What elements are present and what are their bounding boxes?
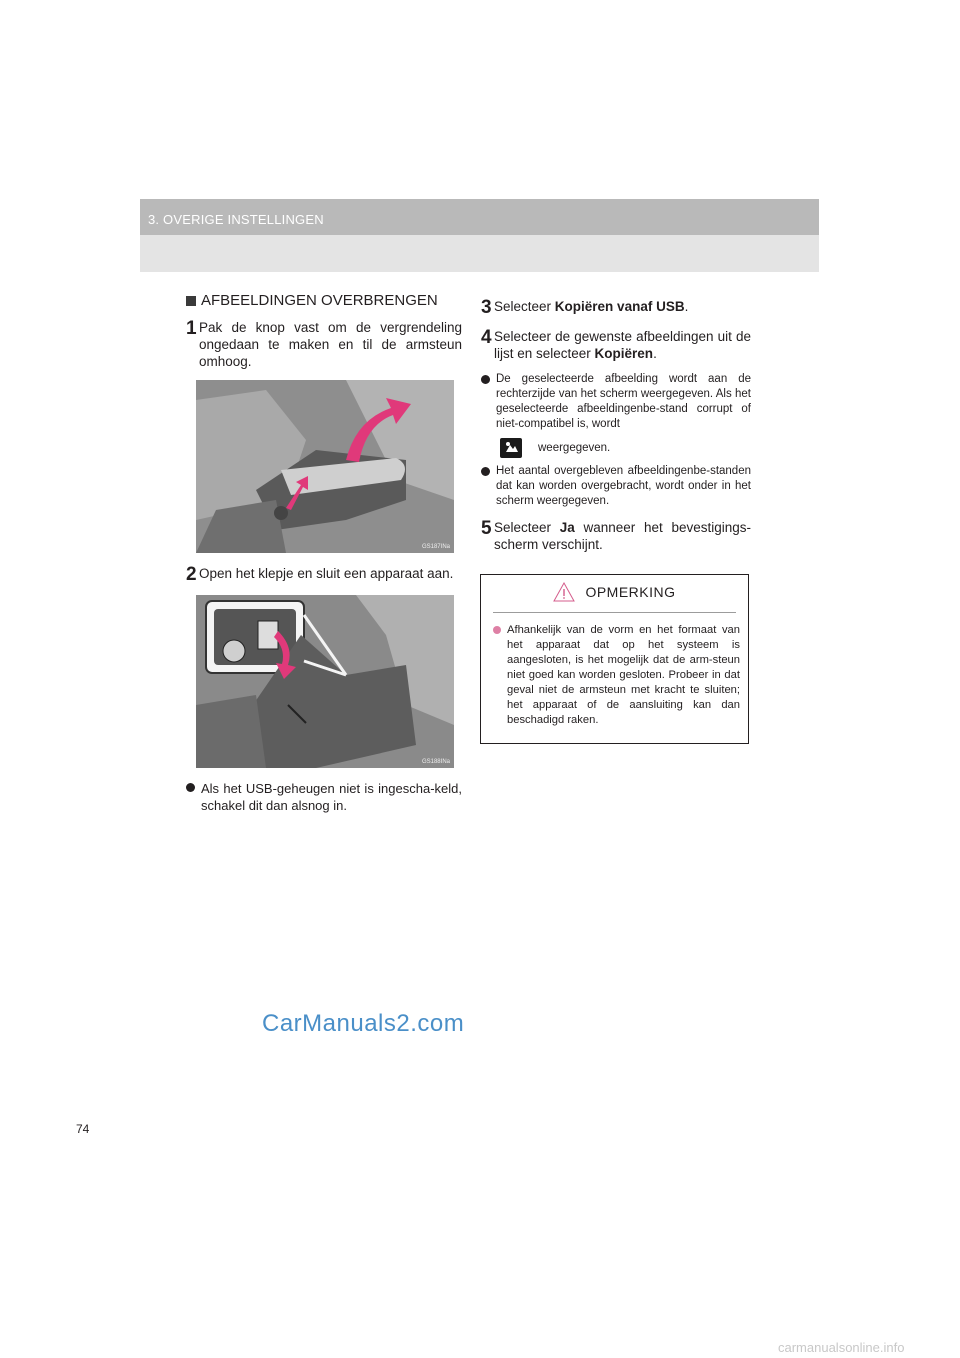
bullet-dot-icon — [481, 467, 490, 476]
section-heading-text: AFBEELDINGEN OVERBRENGEN — [201, 292, 438, 309]
figure-code: GS187INa — [421, 544, 450, 550]
usb-port-illustration — [196, 595, 454, 768]
figure-usb-port — [196, 595, 454, 768]
step-text: Selecteer de gewenste afbeeldingen uit de lijst en selecteer Kopiëren. — [494, 329, 751, 361]
bullet-selected-image — [481, 372, 751, 458]
step-5 — [481, 519, 751, 553]
step-number: 3 — [481, 297, 492, 318]
figure-code: GS188INa — [421, 759, 450, 765]
note-header — [481, 582, 748, 602]
note-divider — [493, 612, 736, 613]
step-2 — [186, 565, 462, 585]
section-heading — [186, 292, 462, 309]
step-5-button-label: Ja — [559, 520, 575, 535]
bullet-remaining-count — [481, 464, 751, 509]
note-title: OPMERKING — [585, 584, 676, 600]
header-band — [140, 199, 819, 272]
step-number: 1 — [186, 318, 197, 339]
figure-armrest — [196, 380, 454, 553]
watermark-footer: carmanualsonline.info — [778, 1340, 905, 1355]
page-number: 74 — [76, 1122, 90, 1136]
note-bullet-icon — [493, 626, 501, 634]
step-text: Selecteer Ja wanneer het bevestigings-scherm verschijnt. — [494, 520, 751, 552]
right-column — [481, 298, 751, 563]
step-text: Selecteer Kopiëren vanaf USB. — [494, 299, 689, 314]
broken-image-icon — [500, 438, 522, 458]
step-4-button-label: Kopiëren — [594, 346, 654, 361]
bullet-dot-icon — [481, 375, 490, 384]
step-text: Open het klepje en sluit een apparaat aan. — [199, 566, 454, 581]
bullet-text: De geselecteerde afbeelding wordt aan de rechterzijde van het scherm weergegeven. Als het geselecteerde afbeeldingenbe-stand corrupt of niet-compatibel is, wordt weergegeven. — [496, 372, 751, 458]
watermark-carmanuals: CarManuals2.com — [262, 1010, 465, 1037]
bullet-text: Het aantal overgebleven afbeeldingenbe-standen dat kan worden overgebracht, wordt onder in het scherm weergegeven. — [496, 465, 751, 507]
step-3-button-label: Kopiëren vanaf USB — [554, 299, 685, 314]
step-number: 2 — [186, 564, 197, 585]
step-4 — [481, 328, 751, 362]
step-text: Pak de knop vast om de vergrendeling ongedaan te maken en til de armsteun omhoog. — [199, 320, 462, 369]
step-number: 4 — [481, 327, 492, 348]
step-3 — [481, 298, 751, 318]
note-box — [480, 574, 749, 744]
note-item — [481, 623, 748, 728]
bullet-text: Als het USB-geheugen niet is ingescha-keld, schakel dit dan alsnog in. — [201, 781, 462, 813]
chapter-title: 3. OVERIGE INSTELLINGEN — [148, 212, 324, 227]
warning-triangle-icon — [553, 582, 575, 602]
step-number: 5 — [481, 518, 492, 539]
bullet-usb-memory — [186, 780, 462, 814]
bullet-dot-icon — [186, 783, 195, 792]
heading-square-icon — [186, 296, 196, 306]
note-text: Afhankelijk van de vorm en het formaat van het apparaat dat op het systeem is aangesloten, is het mogelijk dat de arm-steun niet goed kan worden gesloten. Probeer in dat geval niet de armsteun met kracht te sluiten; het apparaat of de aansluiting kan dan beschadigd raken. — [507, 624, 740, 726]
left-column — [186, 292, 462, 820]
armrest-illustration — [196, 380, 454, 553]
step-1 — [186, 319, 462, 370]
